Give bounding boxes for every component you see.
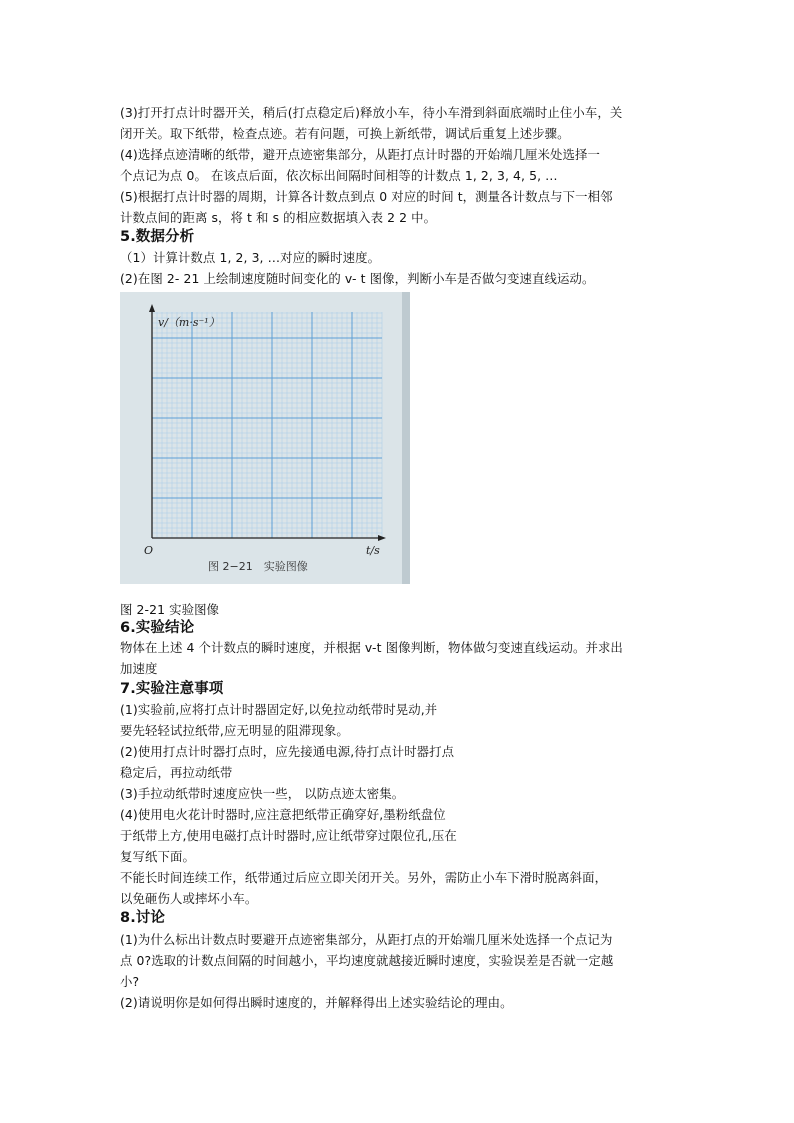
section-heading-5: 5.数据分析 bbox=[120, 229, 195, 245]
section-heading-8: 8.讨论 bbox=[120, 910, 165, 926]
x-axis-label: t/s bbox=[366, 544, 380, 557]
paragraph-step4-line1: (4)选择点迹清晰的纸带，避开点迹密集部分，从距打点计时器的开始端几厘米处选择一 bbox=[120, 147, 601, 162]
note-2-line1: (2)使用打点计时器打点时，应先接通电源,待打点计时器打点 bbox=[120, 744, 455, 759]
discussion-1-line3: 小? bbox=[120, 974, 140, 989]
paragraph-analysis-2: (2)在图 2- 21 上绘制速度随时间变化的 v- t 图像，判断小车是否做匀变速直线运动。 bbox=[120, 271, 595, 286]
note-4-line3: 复写纸下面。 bbox=[120, 849, 195, 864]
paragraph-step5-line1: (5)根据打点计时器的周期，计算各计数点到点 0 对应的时间 t，测量各计数点与下一相邻 bbox=[120, 189, 613, 204]
discussion-2: (2)请说明你是如何得出瞬时速度的，并解释得出上述实验结论的理由。 bbox=[120, 995, 513, 1010]
y-axis-label: v/（m·s⁻¹） bbox=[158, 316, 220, 329]
figure-edge-shadow bbox=[402, 292, 410, 584]
discussion-1-line1: (1)为什么标出计数点时要避开点迹密集部分，从距打点的开始端几厘米处选择一个点记为 bbox=[120, 932, 613, 947]
discussion-1-line2: 点 0?选取的计数点间隔的时间越小，平均速度就越接近瞬时速度，实验误差是否就一定越 bbox=[120, 953, 614, 968]
figure-caption: 图 2-21 实验图像 bbox=[120, 602, 220, 617]
paragraph-step4-line2: 个点记为点 0。 在该点后面，依次标出间隔时间相等的计数点 1, 2, 3, 4, 5, … bbox=[120, 168, 558, 183]
vt-graph-svg bbox=[120, 292, 410, 584]
paragraph-step3-line2: 闭开关。取下纸带，检查点迹。若有问题，可换上新纸带，调试后重复上述步骤。 bbox=[120, 126, 570, 141]
section-heading-7: 7.实验注意事项 bbox=[120, 681, 224, 697]
figure-inner-caption: 图 2−21 实验图像 bbox=[208, 560, 308, 573]
paragraph-conclusion-line1: 物体在上述 4 个计数点的瞬时速度，并根据 v-t 图像判断，物体做匀变速直线运动。并求出 bbox=[120, 640, 623, 655]
paragraph-step5-line2: 计数点间的距离 s，将 t 和 s 的相应数据填入表 2 2 中。 bbox=[120, 210, 437, 225]
note-2-line2: 稳定后，再拉动纸带 bbox=[120, 765, 233, 780]
paragraph-conclusion-line2: 加速度 bbox=[120, 661, 158, 676]
section-heading-6: 6.实验结论 bbox=[120, 620, 195, 636]
note-5-line2: 以免砸伤人或摔坏小车。 bbox=[120, 891, 258, 906]
note-5-line1: 不能长时间连续工作，纸带通过后应立即关闭开关。另外，需防止小车下滑时脱离斜面， bbox=[120, 870, 608, 885]
origin-label: O bbox=[144, 544, 154, 557]
note-4-line1: (4)使用电火花计时器时,应注意把纸带正确穿好,墨粉纸盘位 bbox=[120, 807, 446, 822]
note-3: (3)手拉动纸带时速度应快一些， 以防点迹太密集。 bbox=[120, 786, 405, 801]
note-1-line2: 要先轻轻试拉纸带,应无明显的阻滞现象。 bbox=[120, 723, 349, 738]
note-4-line2: 于纸带上方,使用电磁打点计时器时,应让纸带穿过限位孔,压在 bbox=[120, 828, 457, 843]
note-1-line1: (1)实验前,应将打点计时器固定好,以免拉动纸带时晃动,并 bbox=[120, 702, 438, 717]
paragraph-analysis-1: （1）计算计数点 1, 2, 3, …对应的瞬时速度。 bbox=[120, 250, 381, 265]
paragraph-step3-line1: (3)打开打点计时器开关，稍后(打点稳定后)释放小车，待小车滑到斜面底端时止住小车，关 bbox=[120, 105, 623, 120]
figure-vt-graph bbox=[120, 292, 410, 584]
